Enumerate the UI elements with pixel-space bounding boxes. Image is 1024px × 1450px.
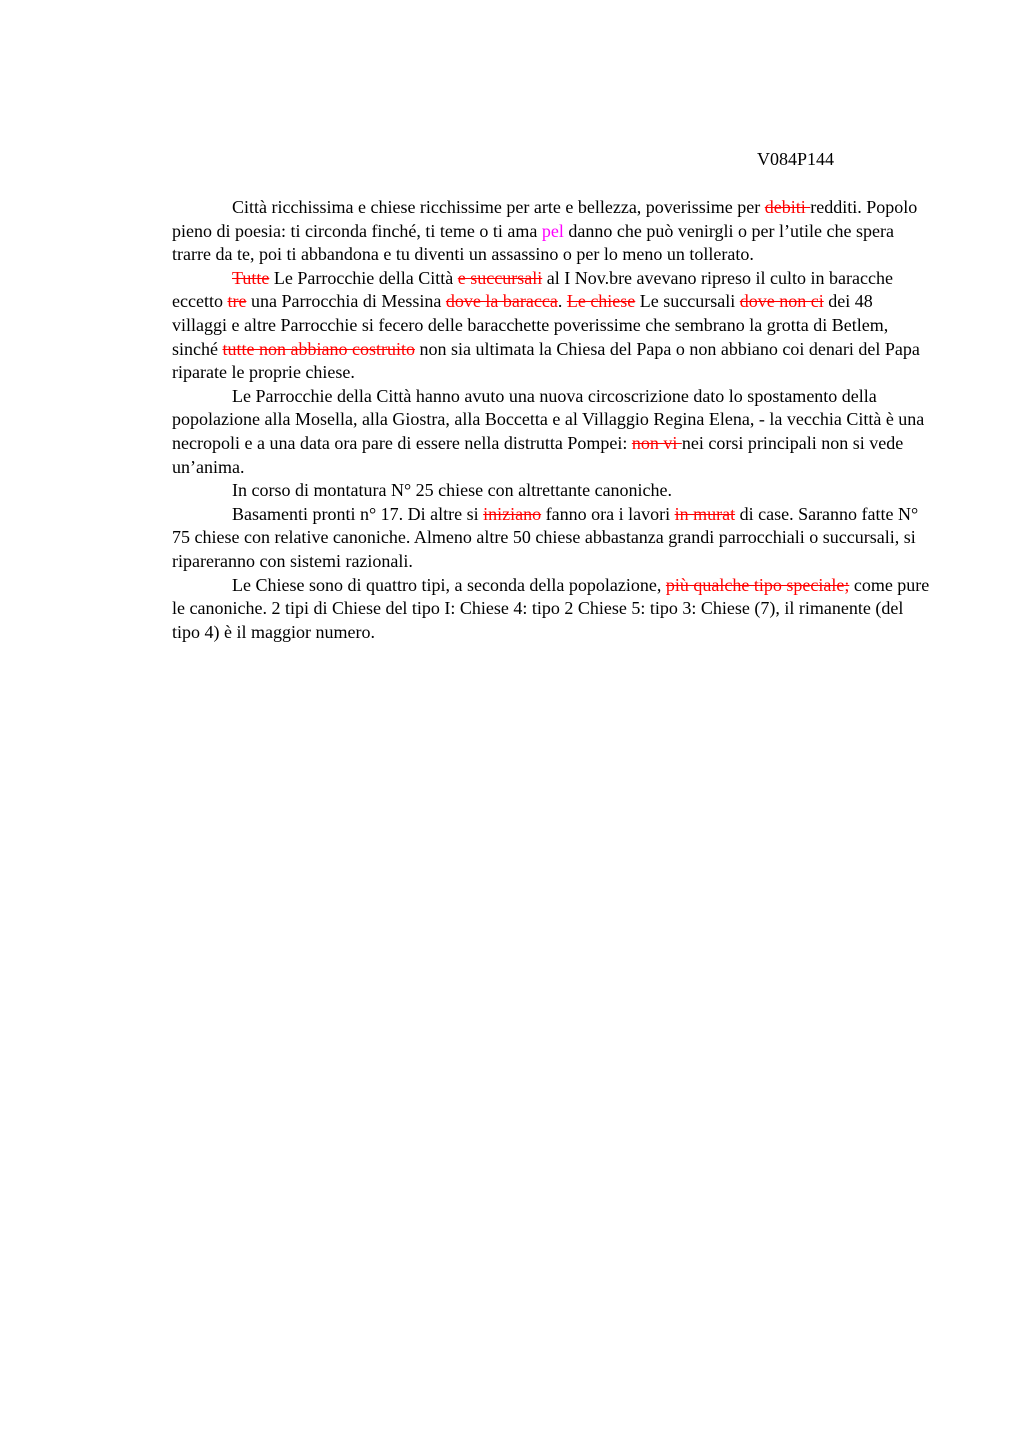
text-run: . <box>557 291 567 312</box>
paragraph <box>172 574 932 645</box>
deleted-text: Le chiese <box>566 291 636 312</box>
paragraph <box>172 503 932 574</box>
text-run: Le Parrocchie della Città hanno avuto una nuova circoscrizione dato lo spostamento della popolazione alla Mosella, alla Giostra, alla Boccetta e al Villaggio Regina Elena, - la vecchia Città è una necropoli e a una data ora pare di essere nella distrutta Pompei: <box>172 385 925 453</box>
text-run: nei corsi principali non si vede un’anima. <box>172 432 904 477</box>
paragraph <box>172 385 932 479</box>
text-run: una Parrocchia di Messina <box>246 291 446 312</box>
text-run: al I Nov.bre avevano ripreso il culto in baracche eccetto <box>172 267 893 312</box>
deleted-text: e succursali <box>457 267 543 288</box>
text-run: In corso di montatura N° 25 chiese con altrettante canoniche. <box>232 480 673 501</box>
page-identifier: V084P144 <box>757 149 835 169</box>
deleted-text: iniziano <box>483 503 542 524</box>
text-run: dei 48 villaggi e altre Parrocchie si fecero delle baracchette poverissime che sembrano la grotta di Betlem, sinché <box>172 291 889 359</box>
deleted-text: tre <box>227 291 247 312</box>
text-run: come pure le canoniche. 2 tipi di Chiese del tipo I: Chiese 4: tipo 2 Chiese 5: tipo 3: Chiese (7), il rimanente (del tipo 4) è il maggior numero. <box>172 574 930 642</box>
deleted-text: dove la baracca <box>445 291 558 312</box>
paragraph <box>172 479 932 503</box>
text-run: fanno ora i lavori <box>541 503 675 524</box>
text-run: Le succursali <box>635 291 740 312</box>
paragraph <box>172 267 932 385</box>
text-run: Città ricchissima e chiese ricchissime per arte e bellezza, poverissime per <box>232 197 765 217</box>
paragraph <box>172 196 932 267</box>
deleted-text: non vi <box>631 432 682 453</box>
deleted-text: in murat <box>674 503 736 524</box>
text-run: Basamenti pronti n° 17. Di altre si <box>232 503 484 524</box>
inserted-text: pel <box>541 220 564 241</box>
text-run: danno che può venirgli o per l’utile che spera trarre da te, poi ti abbandona e tu diventi un assassino o per lo meno un tollerato. <box>172 220 894 265</box>
deleted-text: più qualche tipo speciale; <box>665 574 850 595</box>
text-run: Le Parrocchie della Città <box>269 267 458 288</box>
deleted-text: tutte non abbiano costruito <box>222 338 415 359</box>
transcription-body <box>172 196 932 644</box>
deleted-text: dove non ci <box>739 291 824 312</box>
text-run: di case. Saranno fatte N° 75 chiese con relative canoniche. Almeno altre 50 chiese abbastanza grandi parrocchiali o succursali, si ripareranno con sistemi razionali. <box>172 503 919 571</box>
text-run: non sia ultimata la Chiesa del Papa o non abbiano coi denari del Papa riparate le proprie chiese. <box>172 338 920 383</box>
text-run: redditi. Popolo pieno di poesia: ti circonda finché, ti teme o ti ama <box>172 197 918 241</box>
text-run: Le Chiese sono di quattro tipi, a seconda della popolazione, <box>232 574 666 595</box>
deleted-text: debiti <box>764 197 811 217</box>
deleted-text: Tutte <box>232 267 270 288</box>
